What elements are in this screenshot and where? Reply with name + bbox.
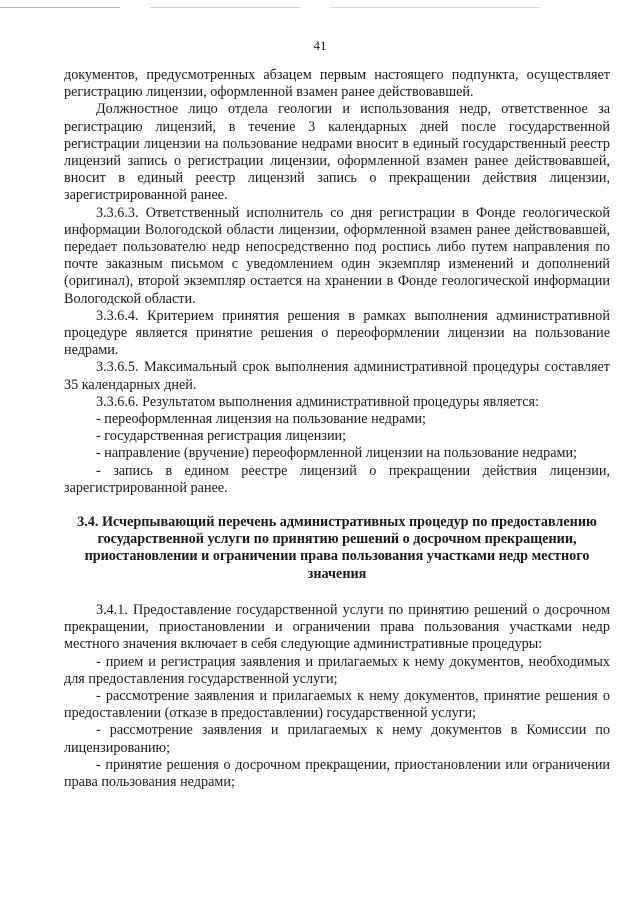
section-title: 3.4. Исчерпывающий перечень административных процедур по предоставлению государственной услуги по принятию решений о досрочном прекращении, приостановлении и ограничении права пользования участками недр местного значения: [77, 514, 597, 582]
paragraphs-before-section: [64, 67, 610, 497]
paragraph: 3.3.6.4. Критерием принятия решения в рамках выполнения административной процедуре является принятие решения о переоформлении лицензии на пользование недрами.: [64, 307, 610, 359]
paragraph: - рассмотрение заявления и прилагаемых к нему документов в Комиссии по лицензированию;: [64, 722, 610, 756]
paragraph: документов, предусмотренных абзацем первым настоящего подпункта, осуществляет регистрацию лицензии, оформленной взамен ранее действовавшей.: [64, 67, 610, 101]
paragraph: - запись в едином реестре лицензий о прекращении действия лицензии, зарегистрированной ранее.: [64, 462, 610, 496]
paragraph: Должностное лицо отдела геологии и использования недр, ответственное за регистрацию лицензий, в течение 3 календарных дней после государственной регистрации лицензии на пользование недрами вносит в единый государственный реестр лицензий запись о регистрации лицензии, оформленной взамен ранее действовавшей, вносит в единый реестр лицензий запись о прекращении действия лицензии, зарегистрированной ранее.: [64, 101, 610, 204]
paragraph: - государственная регистрация лицензии;: [96, 428, 347, 445]
scan-edge-line: [330, 7, 540, 8]
paragraph: 3.3.6.3. Ответственный исполнитель со дня регистрации в Фонде геологической информации Вологодской области лицензии, оформленной взамен ранее действовавшей, передает пользователю недр непосредственно под роспись либо путем направления по почте заказным письмом с уведомлением один экземпляр изменений и дополнений (оригинал), второй экземпляр остается на хранении в Фонде геологической информации Вологодской области.: [64, 204, 610, 307]
paragraph: - прием и регистрация заявления и прилагаемых к нему документов, необходимых для предоставления государственной услуги;: [64, 653, 610, 687]
paragraph: - рассмотрение заявления и прилагаемых к нему документов, принятие решения о предоставлении (отказе в предоставлении) государственной услуги;: [64, 687, 610, 722]
document-body: [64, 67, 610, 791]
paragraph: - направление (вручение) переоформленной лицензии на пользование недрами;: [96, 445, 578, 462]
paragraph: 3.3.6.5. Максимальный срок выполнения административной процедуры составляет 35 календарных дней.: [64, 359, 610, 393]
paragraph: 3.4.1. Предоставление государственной услуги по принятию решений о досрочном прекращении, приостановлении и ограничении права пользования участками недр местного значения включает в себя следующие административные процедуры:: [64, 601, 610, 653]
paragraph: 3.3.6.6. Результатом выполнения административной процедуры является:: [96, 393, 540, 410]
paragraph: - переоформленная лицензия на пользование недрами;: [96, 411, 426, 428]
paragraph: - принятие решения о досрочном прекращении, приостановлении или ограничении права пользования недрами;: [64, 756, 610, 790]
scan-edge-line: [150, 7, 300, 8]
scan-edge-line: [0, 7, 120, 8]
page-number: 41: [313, 38, 327, 53]
paragraphs-after-section: [64, 602, 610, 791]
